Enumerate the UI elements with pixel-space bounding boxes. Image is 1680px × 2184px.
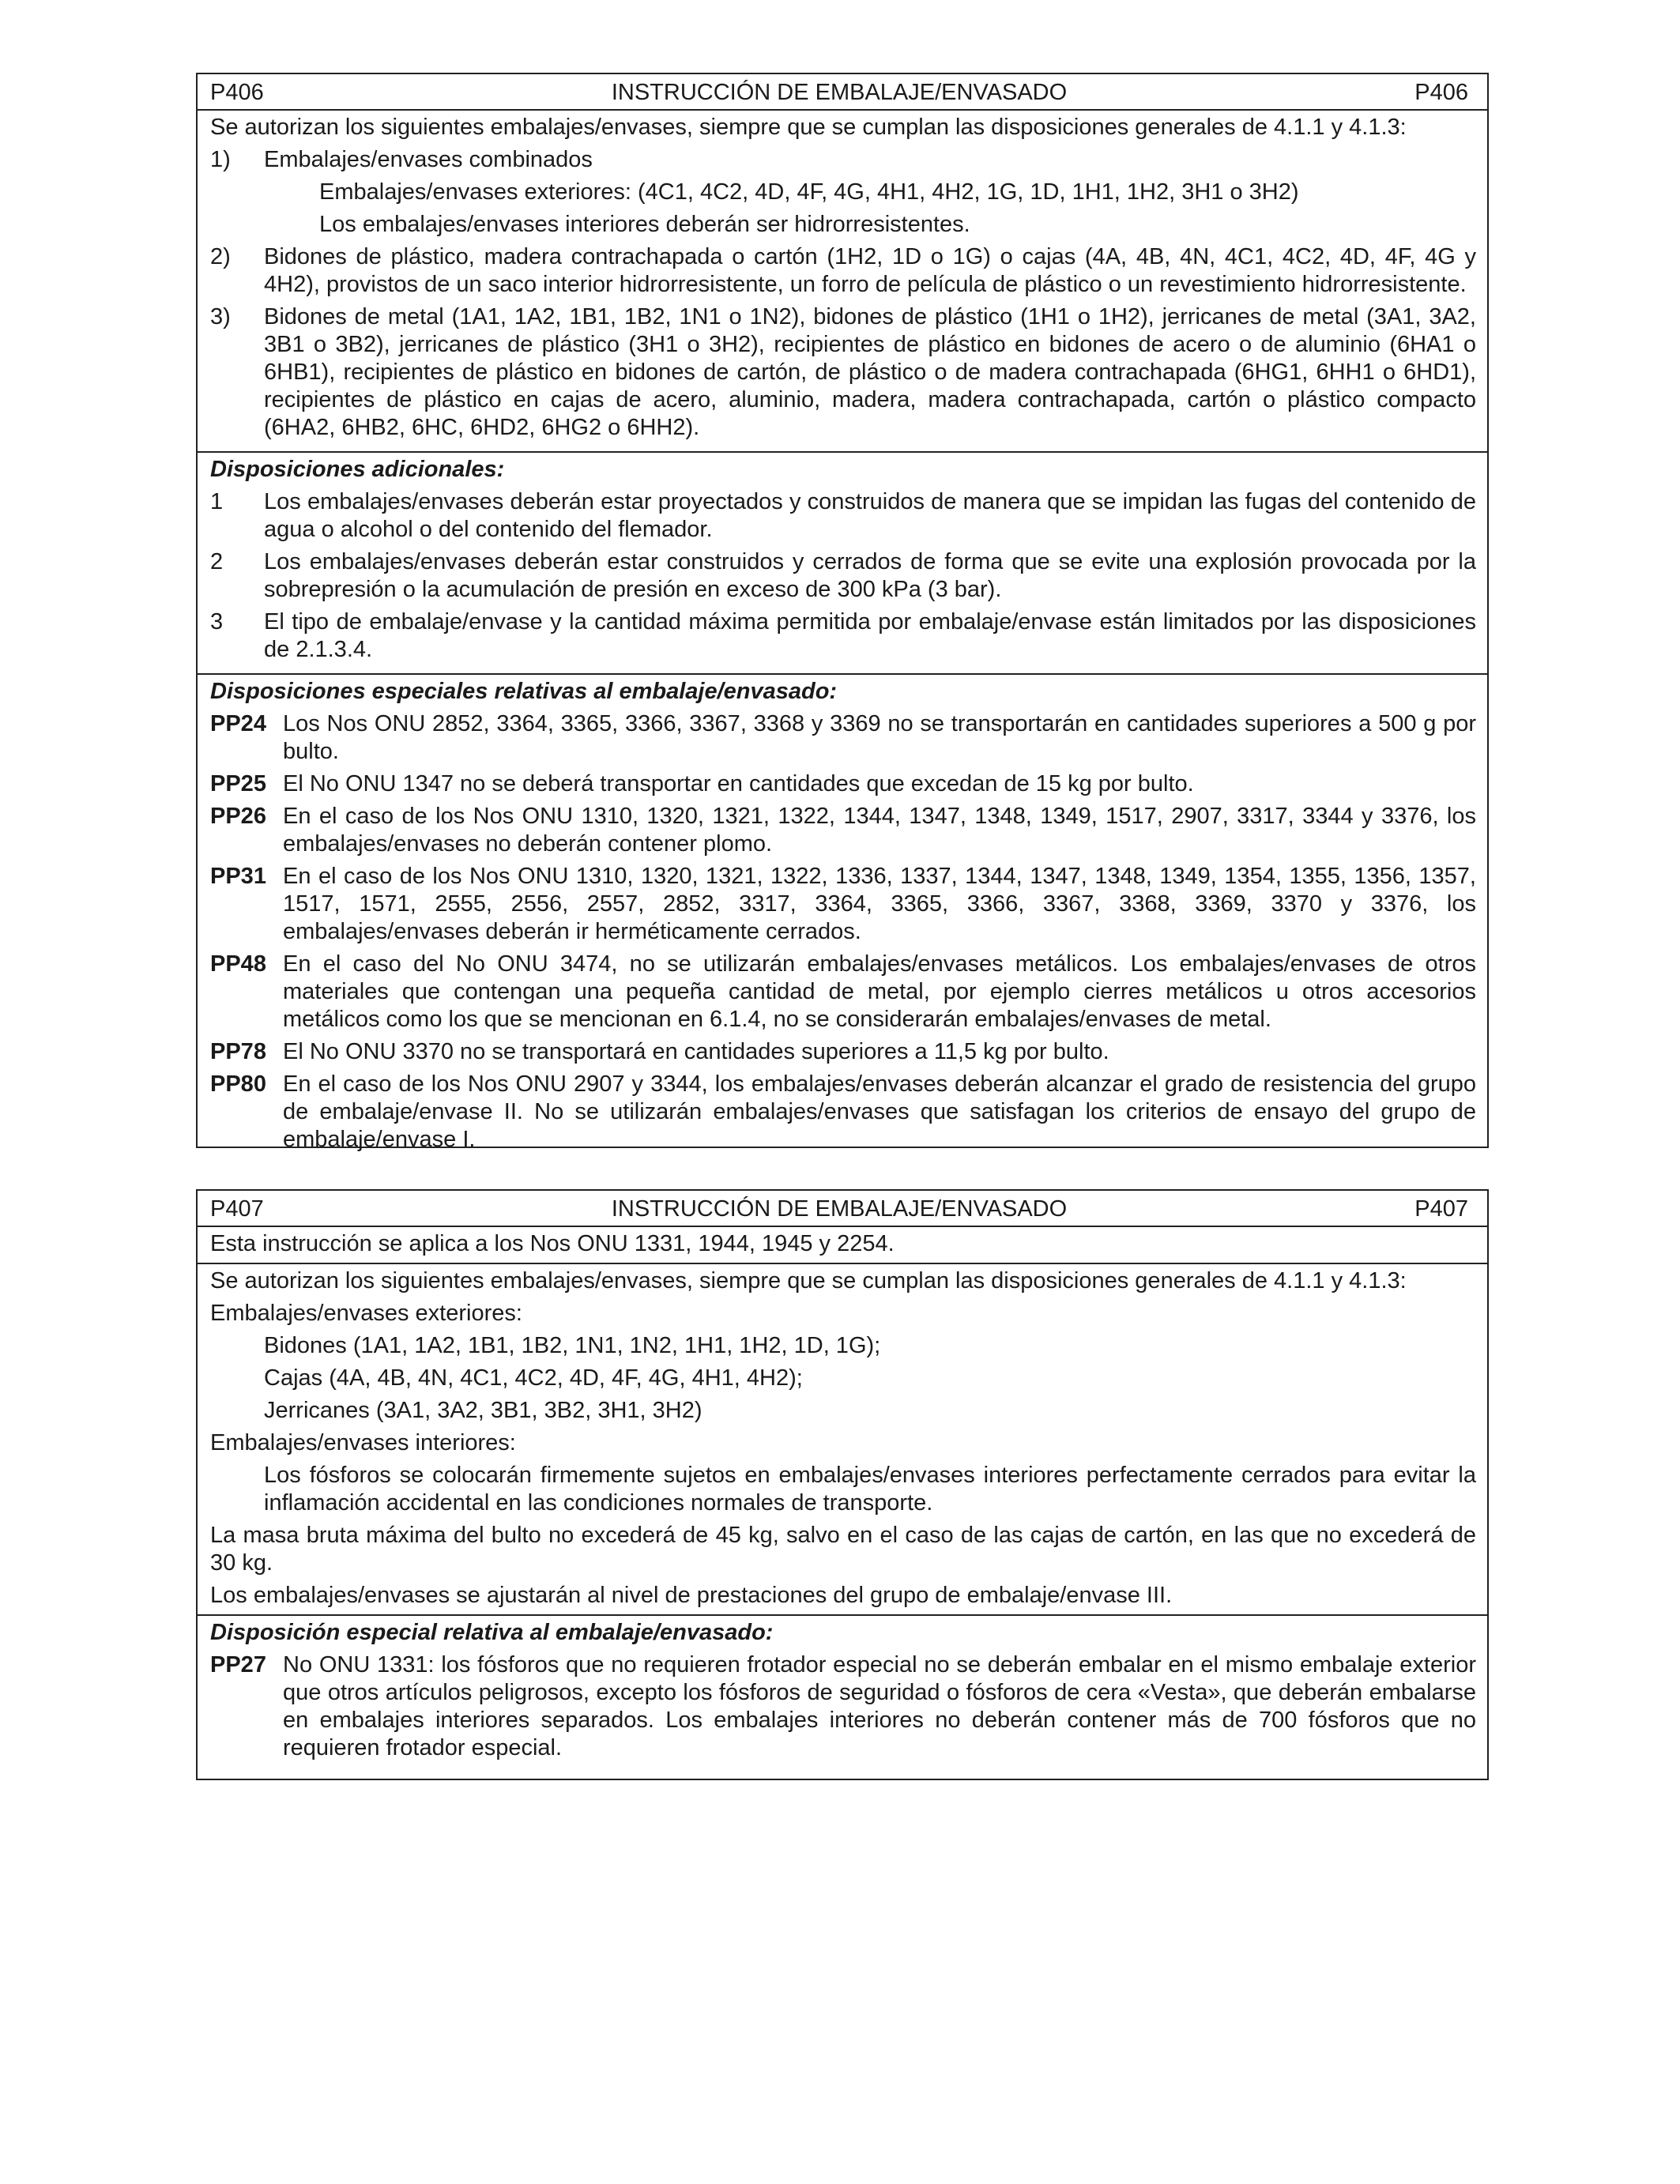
item-number: 2) (210, 244, 231, 269)
provision-item (210, 1071, 1476, 1154)
instruction-code-right: P406 (1414, 79, 1468, 105)
instruction-code-right: P407 (1414, 1196, 1468, 1222)
list-item (210, 146, 1476, 174)
provision-code: PP31 (210, 864, 266, 889)
list-item (210, 548, 1476, 604)
provision-text: No ONU 1331: los fósforos que no requieren frotador especial no se deberán embalar en el mismo embalaje exterior que otros artículos peligrosos, excepto los fósforos de seguridad o fósforos de cera «Vesta», que deberán embalarse en embalajes interiores separados. Los embalajes interiores no deberán contener más de 700 fósforos que no requieren frotador especial. (283, 1652, 1476, 1760)
applicability-text: Esta instrucción se aplica a los Nos ONU 1331, 1944, 1945 y 2254. (210, 1231, 895, 1256)
provision-item (210, 951, 1476, 1034)
inner-packagings-heading: Embalajes/envases interiores: (210, 1430, 516, 1455)
provision-code: PP25 (210, 771, 266, 796)
authorized-packagings-section (198, 109, 1487, 451)
special-provisions-section (198, 673, 1487, 1163)
provision-code: PP78 (210, 1039, 266, 1064)
section-heading: Disposiciones adicionales: (210, 457, 505, 482)
item-number: 1) (210, 147, 231, 172)
provision-code: PP24 (210, 711, 266, 736)
list-item (210, 243, 1476, 299)
provision-code: PP27 (210, 1652, 266, 1678)
instruction-title: INSTRUCCIÓN DE EMBALAJE/ENVASADO (611, 1196, 1068, 1222)
packing-instruction-p407 (196, 1189, 1489, 1780)
outer-packagings-heading: Embalajes/envases exteriores: (210, 1301, 522, 1326)
intro-text: Se autorizan los siguientes embalajes/envases, siempre que se cumplan las disposiciones generales de 4.1.1 y 4.1.3: (210, 115, 1407, 140)
list-item (210, 608, 1476, 664)
item-number: 1 (210, 489, 224, 514)
list-item (210, 303, 1476, 442)
provision-item (210, 863, 1476, 946)
table-header (198, 74, 1487, 109)
provision-text: En el caso de los Nos ONU 1310, 1320, 1321, 1322, 1336, 1337, 1344, 1347, 1348, 1349, 1354, 1355, 1356, 1357, 1517, 1571, 2555, 2556, 2557, 2852, 3317, 3364, 3365, 3366, 3367, 3368, 3369, 3370 y 3376, los embalajes/envases deberán ir herméticamente cerrados. (283, 864, 1476, 944)
additional-provisions-section (198, 451, 1487, 673)
applicability-section (198, 1226, 1487, 1263)
provision-item (210, 710, 1476, 766)
authorized-packagings-section (198, 1263, 1487, 1614)
instruction-code-left: P407 (210, 1196, 264, 1222)
table-header (198, 1191, 1487, 1226)
instruction-title: INSTRUCCIÓN DE EMBALAJE/ENVASADO (611, 79, 1068, 105)
provision-item (210, 803, 1476, 858)
provision-text: El No ONU 3370 no se transportará en cantidades superiores a 11,5 kg por bulto. (283, 1039, 1109, 1064)
provision-text: El No ONU 1347 no se deberá transportar en cantidades que excedan de 15 kg por bulto. (283, 771, 1194, 796)
provision-code: PP80 (210, 1071, 266, 1097)
packing-instruction-p406 (196, 73, 1489, 1152)
outer-packaging-item: Cajas (4A, 4B, 4N, 4C1, 4C2, 4D, 4F, 4G, 4H1, 4H2); (264, 1365, 803, 1391)
item-text: Los embalajes/envases deberán estar proyectados y construidos de manera que se impidan las fugas del contenido de agua o alcohol o del contenido del flemador. (264, 489, 1476, 542)
intro-text: Se autorizan los siguientes embalajes/envases, siempre que se cumplan las disposiciones generales de 4.1.1 y 4.1.3: (210, 1268, 1407, 1293)
section-heading: Disposición especial relativa al embalaje/envasado: (210, 1620, 774, 1645)
instruction-code-left: P406 (210, 79, 264, 105)
item-text: Los embalajes/envases deberán estar construidos y cerrados de forma que se evite una explosión provocada por la sobrepresión o la acumulación de presión en exceso de 300 kPa (3 bar). (264, 549, 1476, 602)
section-heading: Disposiciones especiales relativas al embalaje/envasado: (210, 679, 838, 704)
provision-item (210, 1651, 1476, 1762)
item-number: 3) (210, 304, 231, 329)
provision-text: En el caso de los Nos ONU 1310, 1320, 1321, 1322, 1344, 1347, 1348, 1349, 1517, 2907, 3317, 3344 y 3376, los embalajes/envases no deberán contener plomo. (283, 804, 1476, 857)
list-item (210, 488, 1476, 544)
provision-text: Los Nos ONU 2852, 3364, 3365, 3366, 3367, 3368 y 3369 no se transportarán en cantidades superiores a 500 g por bulto. (283, 711, 1476, 764)
sub-item-text: Embalajes/envases exteriores: (4C1, 4C2, 4D, 4F, 4G, 4H1, 4H2, 1G, 1D, 1H1, 1H2, 3H1 o 3H2) (319, 179, 1299, 205)
provision-item (210, 1038, 1476, 1066)
item-text: Bidones de plástico, madera contrachapada o cartón (1H2, 1D o 1G) o cajas (4A, 4B, 4N, 4C1, 4C2, 4D, 4F, 4G y 4H2), provistos de un saco interior hidrorresistente, un forro de película de plástico o un revestimiento hidrorresistente. (264, 244, 1476, 297)
max-mass-text: La masa bruta máxima del bulto no excederá de 45 kg, salvo en el caso de las cajas de cartón, en las que no excederá de 30 kg. (210, 1523, 1476, 1576)
provision-text: En el caso del No ONU 3474, no se utilizarán embalajes/envases metálicos. Los embalajes/envases de otros materiales que contengan una pequeña cantidad de metal, por ejemplo cierres metálicos u otros accesorios metálicos como los que se mencionan en 6.1.4, no se considerarán embalajes/envases de metal. (283, 951, 1476, 1032)
provision-item (210, 770, 1476, 798)
provision-text: En el caso de los Nos ONU 2907 y 3344, los embalajes/envases deberán alcanzar el grado de resistencia del grupo de embalaje/envase II. No se utilizarán embalajes/envases que satisfagan los criterios de ensayo del grupo de embalaje/envase I. (283, 1071, 1476, 1152)
provision-code: PP26 (210, 804, 266, 829)
item-number: 2 (210, 549, 224, 574)
performance-level-text: Los embalajes/envases se ajustarán al nivel de prestaciones del grupo de embalaje/envase III. (210, 1583, 1173, 1608)
inner-packaging-text: Los fósforos se colocarán firmemente sujetos en embalajes/envases interiores perfectamente cerrados para evitar la inflamación accidental en las condiciones normales de transporte. (264, 1463, 1476, 1516)
outer-packaging-item: Jerricanes (3A1, 3A2, 3B1, 3B2, 3H1, 3H2) (264, 1398, 703, 1423)
provision-code: PP48 (210, 951, 266, 977)
item-text: Embalajes/envases combinados (264, 147, 593, 172)
item-text: El tipo de embalaje/envase y la cantidad máxima permitida por embalaje/envase están limitados por las disposiciones de 2.1.3.4. (264, 609, 1476, 662)
special-provisions-section (198, 1614, 1487, 1772)
item-number: 3 (210, 609, 224, 634)
outer-packaging-item: Bidones (1A1, 1A2, 1B1, 1B2, 1N1, 1N2, 1H1, 1H2, 1D, 1G); (264, 1333, 881, 1358)
sub-item-text: Los embalajes/envases interiores deberán ser hidrorresistentes. (319, 212, 970, 237)
item-text: Bidones de metal (1A1, 1A2, 1B1, 1B2, 1N1 o 1N2), bidones de plástico (1H1 o 1H2), jerricanes de metal (3A1, 3A2, 3B1 o 3B2), jerricanes de plástico (3H1 o 3H2), recipientes de plástico en bidones de acero o de aluminio (6HA1 o 6HB1), recipientes de plástico en bidones de cartón, de plástico o de madera contrachapada (6HG1, 6HH1 o 6HD1), recipientes de plástico en cajas de acero, aluminio, madera, madera contrachapada, cartón o plástico compacto (6HA2, 6HB2, 6HC, 6HD2, 6HG2 o 6HH2). (264, 304, 1476, 440)
